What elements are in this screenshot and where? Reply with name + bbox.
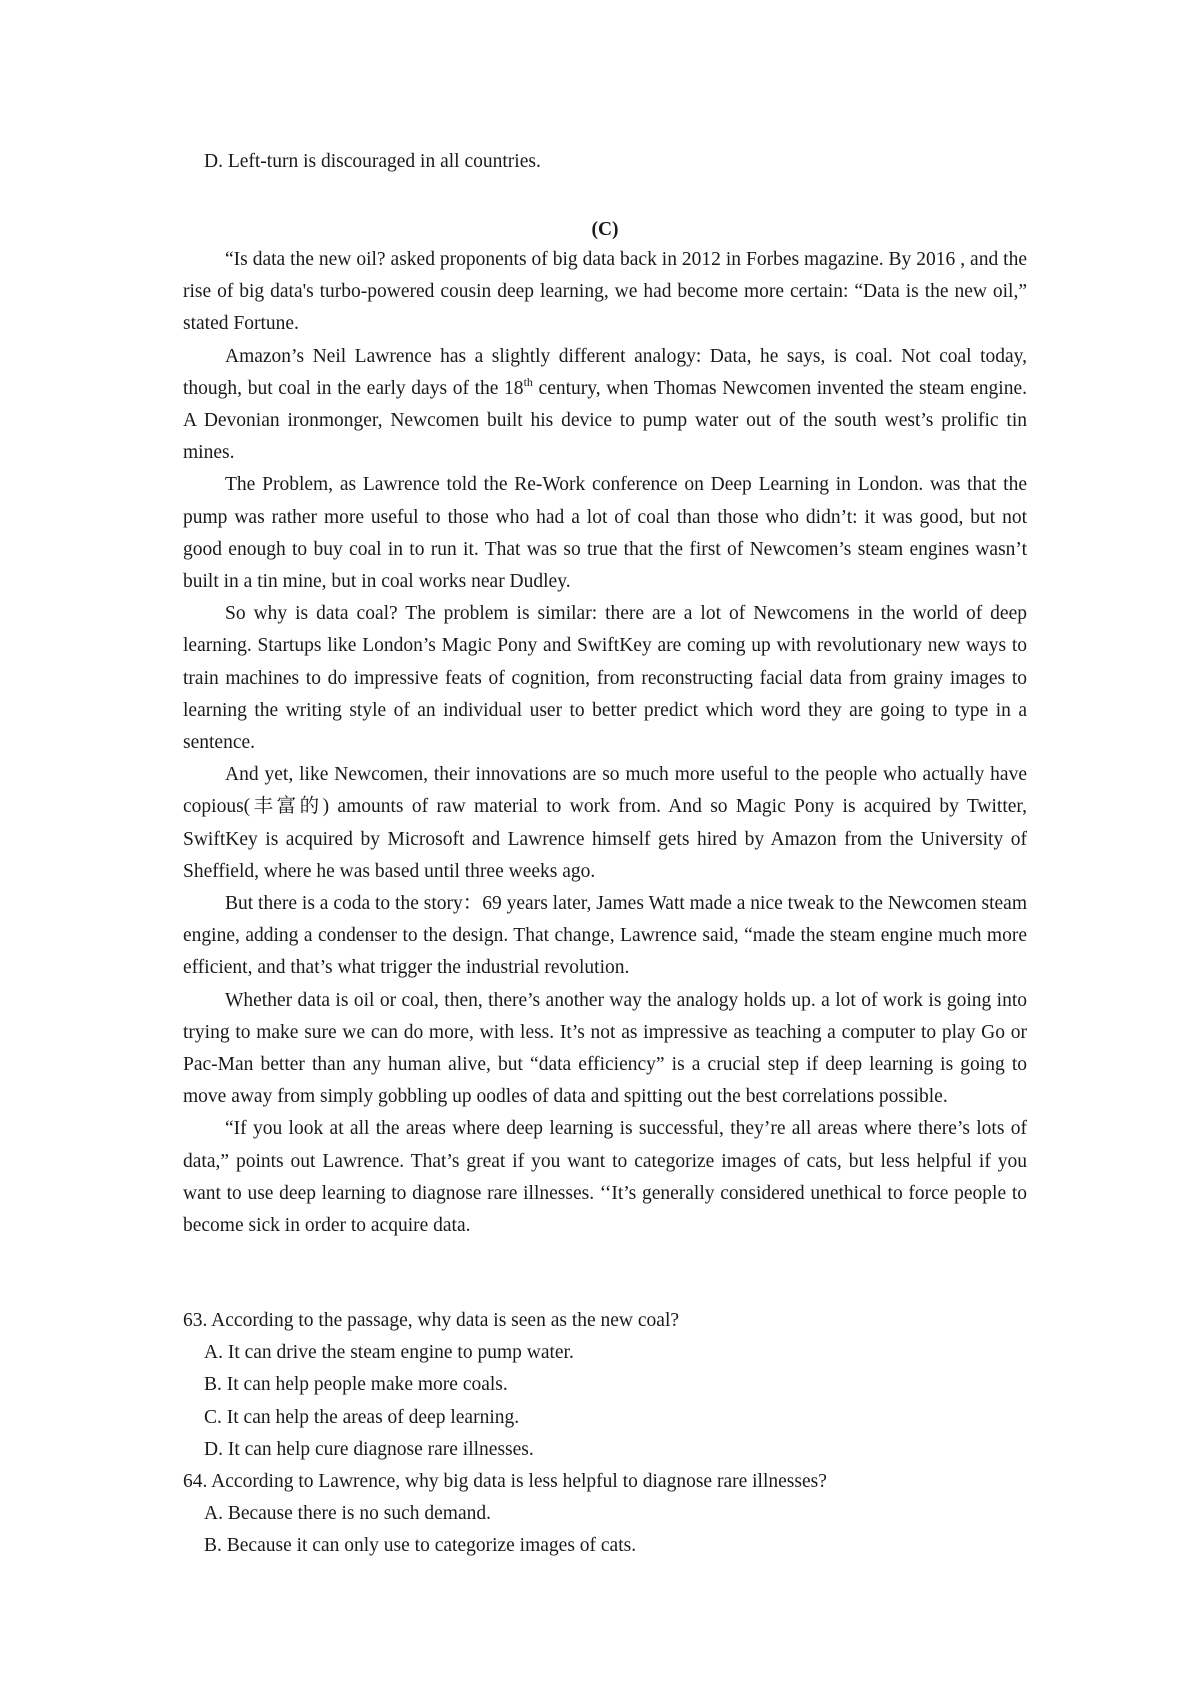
answer-option-d: D. It can help cure diagnose rare illnesses. [204,1438,534,1460]
passage-paragraph-4: So why is data coal? The problem is similar: there are a lot of Newcomens in the world of deep learning. Startups like London’s Magic Pony and SwiftKey are coming up with revolutionary new ways to train machines to do impressive feats of cognition, from reconstructing facial data from grainy images to learning the writing style of an individual user to better predict which word they are going to type in a sentence. [183,603,1027,754]
section-heading: (C) [591,219,619,240]
passage-paragraph-2 [183,341,1027,470]
passage-paragraph-2-text: Amazon’s Neil Lawrence has a slightly different analogy: Data, he says, is coal. Not coal today, though, but coal in the early days of the 18 [183,345,1027,399]
passage-paragraph-5: And yet, like Newcomen, their innovations are so much more useful to the people who actually have copious(丰富的) amounts of raw material to work from. And so Magic Pony is acquired by Twitter, SwiftKey is acquired by Microsoft and Lawrence himself gets hired by Amazon from the University of Sheffield, where he was based until three weeks ago. [183,764,1027,882]
answer-option-b: B. Because it can only use to categorize images of cats. [204,1535,637,1557]
passage-paragraph-2-text-continued: century, when Thomas Newcomen invented the steam engine. A Devonian ironmonger, Newcomen built his device to pump water out of the south west’s prolific tin mines. [183,377,1027,464]
question-stem: 64. According to Lawrence, why big data is less helpful to diagnose rare illnesses? [183,1471,827,1493]
question-63 [183,1305,1027,1466]
passage-paragraph-8: “If you look at all the areas where deep learning is successful, they’re all areas where there’s lots of data,” points out Lawrence. That’s great if you want to categorize images of cats, but less helpful if you want to use deep learning to diagnose rare illnesses. ‘‘It’s generally considered unethical to force people to become sick in order to acquire data. [183,1118,1027,1237]
reading-passage [183,244,1027,1242]
passage-paragraph-7: Whether data is oil or coal, then, there’s another way the analogy holds up. a lot of work is going into trying to make sure we can do more, with less. It’s not as impressive as teaching a computer to play Go or Pac-Man better than any human alive, but “data efficiency” is a crucial step if deep learning is going to move away from simply gobbling up oodles of data and spitting out the best correlations possible. [183,989,1027,1108]
question-stem: 63. According to the passage, why data is seen as the new coal? [183,1310,680,1331]
question-64 [183,1466,1027,1563]
passage-paragraph-3: The Problem, as Lawrence told the Re-Work conference on Deep Learning in London. was that the pump was rather more useful to those who had a lot of coal than those who didn’t: it was good, but not good enough to buy coal in to run it. That was so true that the first of Newcomen’s steam engines wasn’t built in a tin mine, but in coal works near Dudley. [183,474,1027,593]
answer-option-c: C. It can help the areas of deep learning. [204,1406,520,1428]
question-list [183,1305,1027,1563]
answer-option-a: A. It can drive the steam engine to pump water. [204,1342,574,1364]
answer-option-b: B. It can help people make more coals. [204,1374,508,1396]
passage-paragraph-6: But there is a coda to the story：69 years later, James Watt made a nice tweak to the Newcomen steam engine, adding a condenser to the design. That change, Lawrence said, “made the steam engine much more efficient, and that’s what trigger the industrial revolution. [183,893,1027,979]
answer-option-a: A. Because there is no such demand. [204,1503,491,1525]
passage-paragraph-1: “Is data the new oil? asked proponents of big data back in 2012 in Forbes magazine. By 2016 , and the rise of big data's turbo-powered cousin deep learning, we had become more certain: “Data is the new oil,” stated Fortune. [183,249,1027,335]
previous-question-option-d: D. Left-turn is discouraged in all countries. [204,151,541,172]
ordinal-superscript: th [523,374,533,389]
